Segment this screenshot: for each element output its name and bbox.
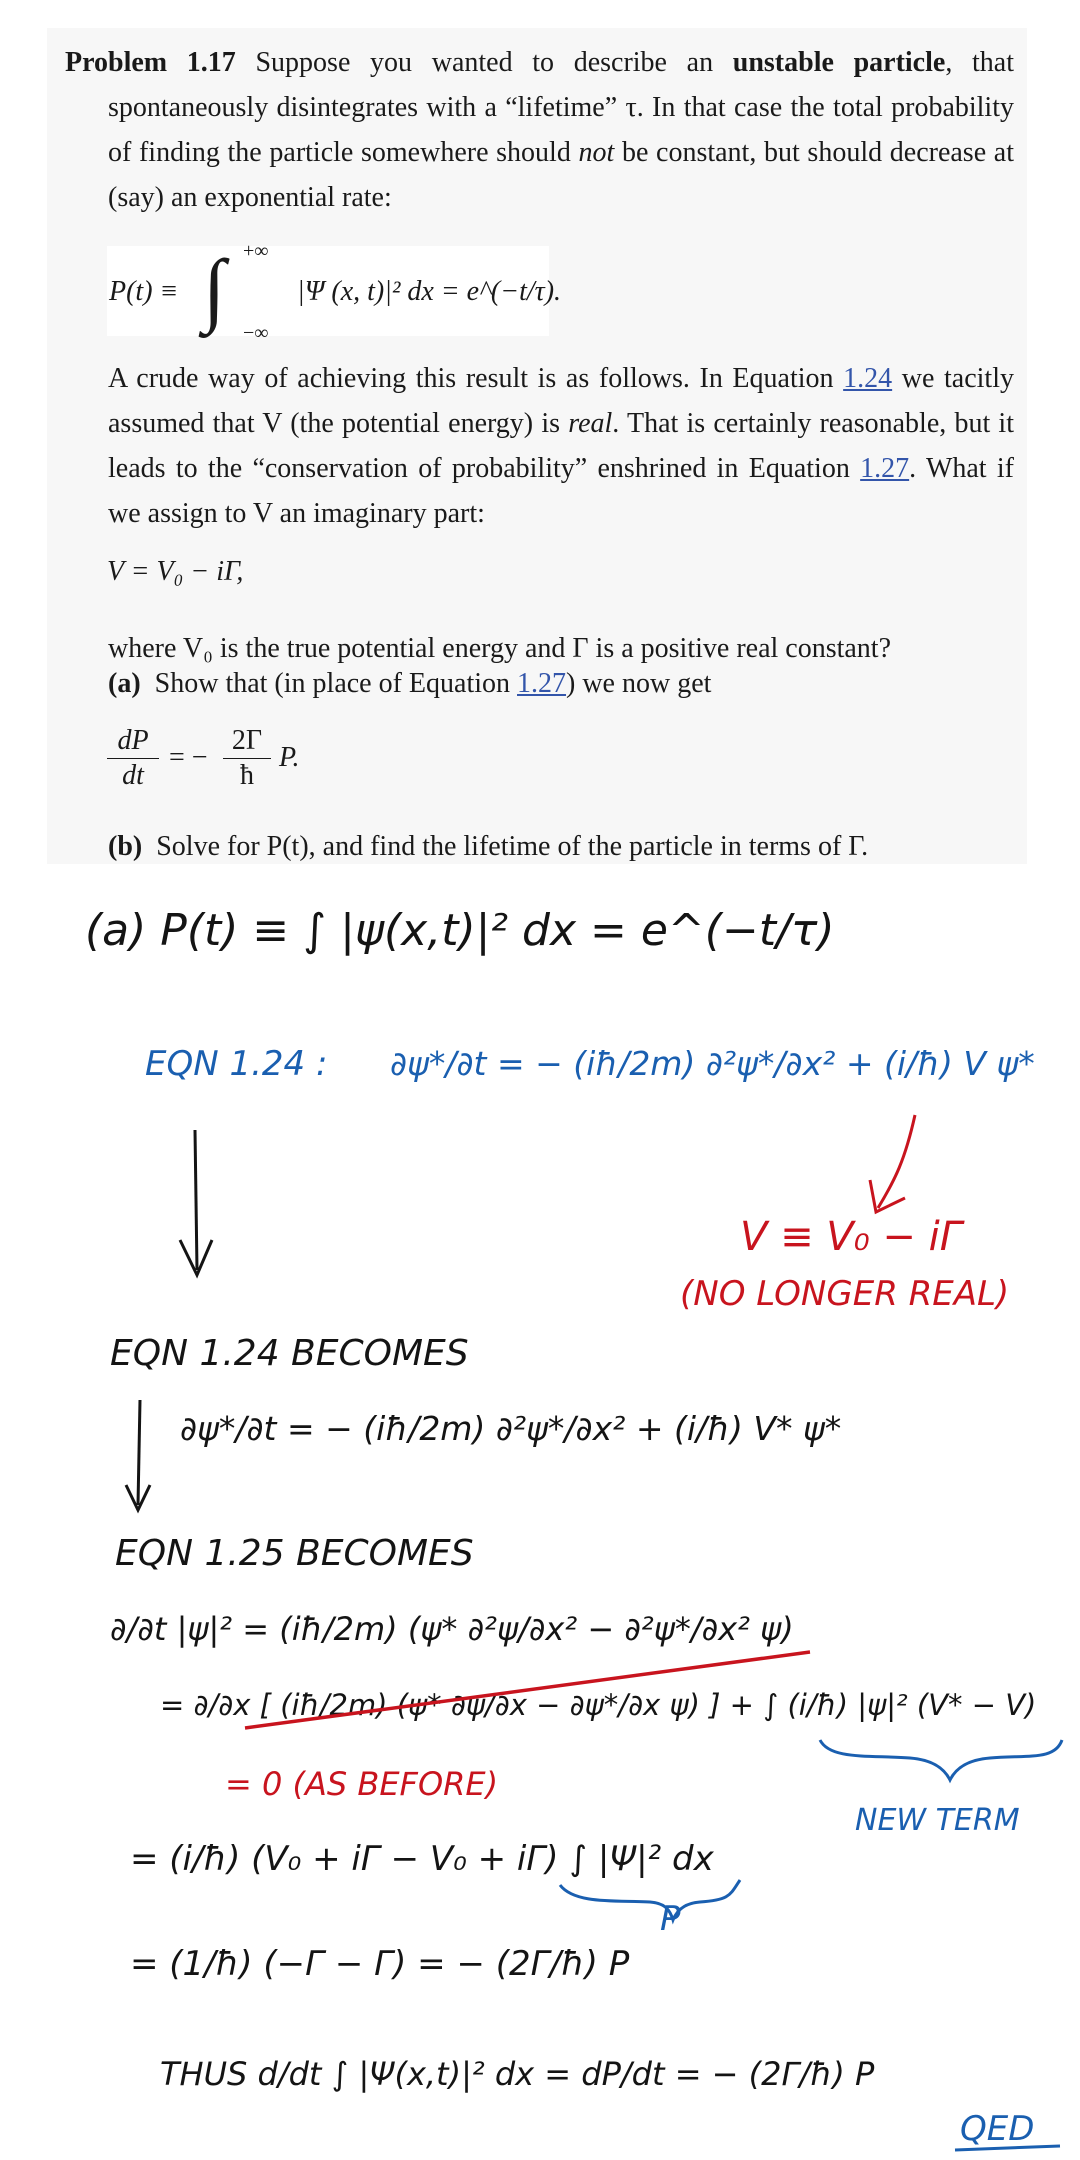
fraction-dp-dt: $\frac{dP}{dt}$: [107, 724, 159, 793]
hw-eqn125-line2: = ∂/∂x [ (iħ/2m) (ψ* ∂ψ/∂x − ∂ψ*/∂x ψ) ] + ∫ (i/ħ) |ψ|² (V* − V): [160, 1688, 1037, 1722]
hw-p-brace: [560, 1880, 740, 1920]
hw-thus-line: THUS d/dt ∫ |Ψ(x,t)|² dx = dP/dt = − (2Γ/ħ) P: [160, 2055, 875, 2093]
equation-probability-decay: P(t) ≡ ∫ +∞ −∞ |Ψ (x, t)|² dx = e^(−t/τ).: [109, 240, 562, 344]
hw-new-term-label: NEW TERM: [855, 1803, 1020, 1838]
hw-eqn124-body: ∂ψ*/∂t = − (iħ/2m) ∂²ψ*/∂x² + (i/ħ) V ψ*: [390, 1044, 1035, 1083]
problem-intro: Problem 1.17 Suppose you wanted to describe an unstable particle, that spontaneously disintegrates with a “lifetime” τ. In that case the total probability of finding the particle somewhere should not be constant, but should decrease at (say) an exponential rate:: [65, 47, 1014, 213]
hw-eqn124-becomes-body: ∂ψ*/∂t = − (iħ/2m) ∂²ψ*/∂x² + (i/ħ) V* ψ*: [180, 1409, 842, 1448]
equation-dp-dt: $\frac{dP}{dt}$ = − $\frac{2\Gamma}{ħ}$ P.: [107, 724, 347, 812]
hw-qed: QED: [960, 2109, 1035, 2149]
hw-new-term-brace: [820, 1740, 1062, 1780]
fraction-2gamma-hbar: $\frac{2\Gamma}{ħ}$: [223, 724, 271, 793]
equation-link-1-24[interactable]: 1.24: [843, 363, 893, 394]
constant-definition: where V₀ is the true potential energy and Γ is a positive real constant?: [108, 633, 892, 664]
equation-complex-potential: V = V₀ − iΓ,: [107, 556, 244, 587]
integral-sign: ∫: [203, 243, 226, 334]
part-a-prompt: (a) Show that (in place of Equation 1.27) we now get: [108, 668, 712, 699]
part-b-prompt: (b) Solve for P(t), and find the lifetime of the particle in terms of Γ.: [108, 831, 869, 862]
hw-red-not-real-note: (NO LONGER REAL): [680, 1274, 1010, 1314]
hw-eqn124-label: EQN 1.24 :: [145, 1044, 328, 1084]
hw-down-arrow: [180, 1130, 212, 1275]
hw-eqn125-line1: ∂/∂t |ψ|² = (iħ/2m) (ψ* ∂²ψ/∂x² − ∂²ψ*/∂x² ψ): [110, 1610, 794, 1648]
hw-eqn124-becomes: EQN 1.24 BECOMES: [110, 1333, 469, 1374]
problem-heading: Problem 1.17: [65, 47, 236, 78]
hw-red-potential-note: V ≡ V₀ − iΓ: [740, 1214, 963, 1260]
part-a-equation-link-1-27[interactable]: 1.27: [517, 668, 567, 699]
hw-p-label: P: [660, 1899, 681, 1939]
hw-red-arrow: [870, 1115, 915, 1212]
hw-line3: = (i/ħ) (V₀ + iΓ − V₀ + iΓ) ∫ |Ψ|² dx: [130, 1839, 714, 1879]
hw-line4: = (1/ħ) (−Γ − Γ) = − (2Γ/ħ) P: [130, 1944, 630, 1984]
hw-eqn125-becomes: EQN 1.25 BECOMES: [115, 1533, 474, 1574]
hw-red-as-before: = 0 (AS BEFORE): [225, 1765, 499, 1803]
hw-second-down-arrow: [126, 1400, 150, 1510]
equation-link-1-27[interactable]: 1.27: [860, 453, 910, 484]
hw-part-a-line: (a) P(t) ≡ ∫ |ψ(x,t)|² dx = e^(−t/τ): [85, 905, 835, 956]
crude-method-paragraph: A crude way of achieving this result is as follows. In Equation 1.24 we tacitly assumed that V (the potential energy) is real. That is certainly reasonable, but it leads to the “conservation of probability” enshrined in Equation 1.27. What if we assign to V an imaginary part:: [108, 363, 1014, 529]
